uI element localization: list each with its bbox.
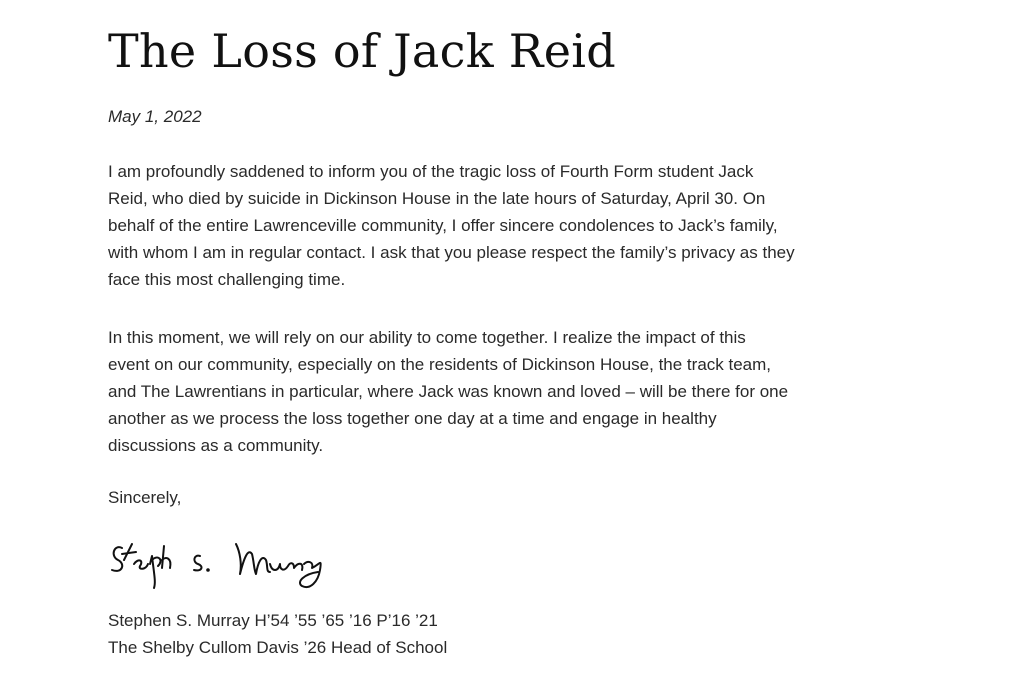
paragraph-line: Reid, who died by suicide in Dickinson House in the late hours of Saturday, April 30. On [108, 189, 766, 208]
paragraph-line: face this most challenging time. [108, 270, 346, 289]
paragraph-line: behalf of the entire Lawrenceville community, I offer sincere condolences to Jack’s family, [108, 216, 778, 235]
paragraph-line: event on our community, especially on the residents of Dickinson House, the track team, [108, 355, 772, 374]
paragraph-2 [108, 324, 988, 459]
paragraph-line: with whom I am in regular contact. I ask that you please respect the family’s privacy as they [108, 243, 795, 262]
letter-date: May 1, 2022 [108, 107, 202, 126]
paragraph-line: another as we process the loss together one day at a time and engage in healthy [108, 409, 717, 428]
paragraph-line: and The Lawrentians in particular, where Jack was known and loved – will be there for one [108, 382, 789, 401]
closing: Sincerely, [108, 488, 182, 507]
signature-block [108, 607, 447, 661]
page-title: The Loss of Jack Reid [108, 24, 617, 78]
signer-name: Stephen S. Murray H’54 ’55 ’65 ’16 P’16 ’21 [108, 611, 438, 630]
signer-title: The Shelby Cullom Davis ’26 Head of School [108, 638, 448, 657]
paragraph-line: I am profoundly saddened to inform you of the tragic loss of Fourth Form student Jack [108, 162, 754, 181]
handwritten-signature [108, 534, 338, 594]
paragraph-1 [108, 158, 988, 293]
paragraph-line: In this moment, we will rely on our ability to come together. I realize the impact of this [108, 328, 746, 347]
paragraph-line: discussions as a community. [108, 436, 324, 455]
